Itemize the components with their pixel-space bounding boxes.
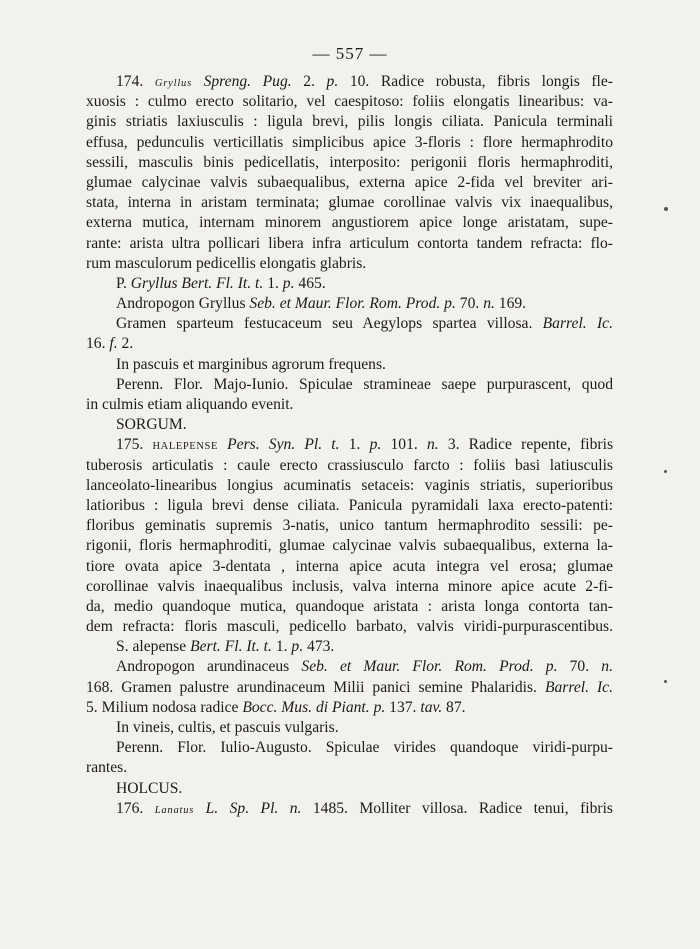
text-line (86, 799, 613, 819)
text-line (86, 698, 613, 718)
text-segment: rum masculorum pedicellis elongatis glabris. (86, 254, 367, 272)
italic-citation: Gryllus Bert. Fl. It. t. (130, 274, 264, 292)
text-line (86, 516, 613, 536)
text-segment: tiore ovata apice 3-dentata , interna apice acuta integra vel erosa; glumae (86, 557, 613, 575)
italic-citation: p. (282, 274, 295, 292)
page-number: — 557 — (312, 44, 388, 63)
italic-citation: p. (326, 73, 339, 90)
text-segment: In vineis, cultis, et pascuis vulgaris. (116, 719, 339, 736)
text-line (86, 395, 613, 415)
italic-citation: f. (109, 335, 118, 353)
text-line (86, 758, 613, 778)
italic-citation: Seb. et Maur. Flor. Rom. Prod. p. (301, 658, 558, 676)
text-line (86, 193, 613, 213)
italic-citation: p. (369, 436, 382, 454)
text-segment: sessili, masculis binis pedicellatis, interposito: perigonii floris hermaphroditi, (86, 153, 613, 171)
text-segment: 137. (385, 698, 421, 716)
species-name: HALEPENSE (152, 441, 218, 453)
text-line (86, 92, 613, 112)
text-line (86, 112, 613, 132)
text-line (86, 153, 613, 173)
text-line (86, 738, 613, 758)
text-line (86, 577, 613, 597)
text-segment: Gramen sparteum festucaceum seu Aegylops spartea villosa. (116, 315, 543, 333)
text-segment: HOLCUS. (116, 779, 183, 797)
italic-citation: Bert. Fl. It. t. (190, 638, 272, 656)
text-segment: stata, interna in aristam terminata; glumae corollinae valvis vix inaequalibus, (86, 194, 613, 212)
text-line (86, 234, 613, 254)
text-segment: 473. (303, 638, 335, 656)
page-body-text (86, 72, 613, 819)
text-segment: ginis striatis laxiusculis : ligula brevi, pilis longis ciliata. Panicula terminali (86, 113, 613, 131)
text-segment: 5. Milium nodosa radice (86, 698, 243, 716)
text-segment: 70. (557, 658, 602, 676)
text-line (86, 173, 613, 193)
text-line (86, 314, 613, 334)
text-segment: P. (116, 274, 131, 292)
italic-citation: n. (601, 658, 613, 676)
text-segment (218, 436, 227, 453)
text-line (86, 637, 613, 657)
text-segment: 2. (117, 335, 134, 353)
text-segment: 1. (339, 436, 370, 454)
text-segment: rante: arista ultra pollicari libera infra articulum contorta tandem refracta: flo- (86, 234, 613, 252)
paper-speck (664, 207, 668, 211)
text-segment: tuberosis articulatis : caule erecto crassiusculo farcto : foliis basi latiusculis (86, 456, 613, 474)
text-line (86, 536, 613, 556)
text-line (86, 557, 613, 577)
text-segment: xuosis : culmo erecto solitario, vel caespitoso: foliis elongatis linearibus: va- (86, 93, 613, 111)
text-line (86, 678, 613, 698)
text-line (86, 72, 613, 92)
text-segment: glumae calycinae valvis subaequalibus, externa apice 2-fida vel breviter ari- (86, 173, 613, 191)
text-line (86, 435, 613, 455)
text-segment: lanceolato-linearibus longius acuminatis setaceis: vaginis striatis, superioribus (86, 476, 613, 494)
text-segment: effusa, pedunculis verticillatis simplicibus apice 3-floris : flore hermaphrodito (86, 133, 613, 151)
paper-speck (664, 680, 667, 683)
text-segment: In pascuis et marginibus agrorum frequens. (116, 355, 386, 373)
text-segment: SORGUM. (116, 416, 187, 434)
text-segment: rigonii, floris hermaphroditi, glumae calycinae valvis subaequalibus, externa la- (86, 537, 613, 555)
text-segment: 87. (442, 698, 466, 716)
text-line (86, 597, 613, 617)
text-segment: 176. (116, 799, 155, 817)
text-line (86, 476, 613, 496)
text-segment: dem refracta: floris masculi, pedicello barbato, valvis viridi-purpurascentibus. (86, 618, 613, 636)
italic-citation: Spreng. Pug. (203, 73, 292, 90)
text-segment: 16. (86, 335, 110, 353)
text-segment: in culmis etiam aliquando evenit. (86, 396, 294, 413)
text-segment: 1. (271, 638, 292, 656)
text-segment: corollinae valvis inaequalibus inclusis, valva interna minore apice acute 2-fi- (86, 577, 613, 595)
text-segment: floribus geminatis supremis 3-natis, unico tantum hermaphrodito sessili: pe- (86, 517, 613, 535)
text-line (86, 779, 613, 799)
text-segment: 465. (294, 274, 326, 292)
italic-citation: n. (483, 295, 495, 313)
text-line (86, 617, 613, 637)
text-line (86, 254, 613, 274)
italic-citation: Barrel. Ic. (544, 678, 613, 696)
text-segment: latioribus : ligula brevi dense ciliata. Panicula pyramidali laxa erecto-patenti: (86, 496, 613, 514)
text-segment: Perenn. Flor. Iulio-Augusto. Spiculae virides quandoque viridi-purpu- (116, 739, 613, 757)
text-line (86, 213, 613, 233)
species-name: Gryllus (154, 78, 192, 89)
text-segment (194, 800, 205, 817)
text-line (86, 415, 613, 435)
species-name: Lanatus (154, 804, 195, 816)
text-line (86, 355, 613, 375)
text-line (86, 334, 613, 354)
text-segment: 168. Gramen palustre arundinaceum Milii panici semine Phalaridis. (86, 678, 545, 696)
text-segment (192, 73, 204, 90)
text-line (86, 274, 613, 294)
text-line (86, 294, 613, 314)
text-segment: 10. Radice robusta, fibris longis fle- (338, 73, 614, 90)
text-line (86, 718, 613, 738)
text-segment: Andropogon Gryllus (116, 295, 250, 313)
italic-citation: Bocc. Mus. di Piant. p. (242, 698, 386, 716)
paper-speck (664, 470, 667, 473)
italic-citation: Seb. et Maur. Flor. Rom. Prod. p. (249, 295, 456, 313)
text-segment: 101. (381, 436, 427, 454)
text-segment: da, medio quandoque mutica, quandoque aristata : arista longa contorta tan- (86, 597, 613, 615)
text-segment: 175. (116, 436, 153, 454)
text-segment: externa mutica, internam minorem angustiorem apice longe aristatam, supe- (86, 214, 613, 232)
text-line (86, 657, 613, 677)
italic-citation: n. (426, 436, 439, 454)
text-segment: 1485. Molliter villosa. Radice tenui, fibris (301, 799, 613, 817)
text-segment: 174. (116, 73, 155, 90)
text-segment: 1. (263, 274, 283, 292)
text-line (86, 375, 613, 395)
text-segment: 169. (494, 295, 527, 313)
italic-citation: Pers. Syn. Pl. t. (227, 436, 340, 454)
italic-citation: Barrel. Ic. (542, 315, 613, 333)
italic-citation: p. (291, 638, 304, 656)
text-line (86, 456, 613, 476)
text-segment: rantes. (86, 759, 128, 777)
text-line (86, 496, 613, 516)
italic-citation: tav. (420, 698, 443, 716)
text-line (86, 133, 613, 153)
text-segment: Andropogon arundinaceus (116, 658, 302, 676)
text-segment: 3. Radice repente, fibris (438, 436, 614, 454)
italic-citation: L. Sp. Pl. n. (205, 799, 302, 817)
text-segment: S. alepense (116, 638, 191, 656)
text-segment: Perenn. Flor. Majo-Iunio. Spiculae stramineae saepe purpurascent, quod (116, 375, 613, 393)
text-segment: 2. (291, 73, 327, 90)
text-segment: 70. (455, 295, 484, 313)
